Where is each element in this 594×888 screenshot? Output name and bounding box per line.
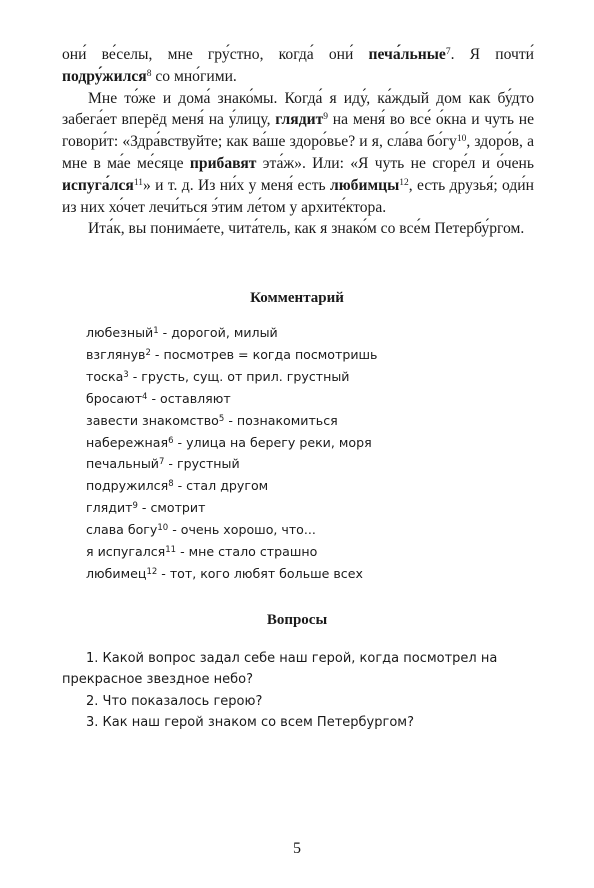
footnote-number: 5 bbox=[218, 413, 225, 424]
text-run: » и т. д. Из ни́х у меня́ есть bbox=[142, 176, 331, 194]
glossed-word: прибавят bbox=[189, 154, 257, 172]
paragraph-2 bbox=[62, 88, 534, 219]
glossed-word: любимцы bbox=[330, 176, 400, 194]
text-run: на меня́ во все́ о́кна и чуть не говори́т: «Здра́вствуйте; как ва́ше здоро́вье? и я, сла́ва бо́гу bbox=[62, 111, 534, 151]
question-item: 1. Какой вопрос задал себе наш герой, когда посмотрел на прекрасное звездное небо? bbox=[62, 651, 498, 688]
footnote-number: 4 bbox=[142, 391, 148, 402]
commentary-heading: Комментарий bbox=[250, 290, 344, 306]
commentary-word: я испугался bbox=[86, 544, 166, 560]
glossed-word: испуга́лся bbox=[62, 176, 134, 194]
commentary-item bbox=[86, 410, 546, 432]
commentary-item bbox=[86, 366, 546, 388]
footnote-number: 12 bbox=[146, 566, 158, 577]
text-run: они́ ве́селы, мне гру́стно, когда́ они́ bbox=[62, 46, 369, 63]
commentary-definition: - грустный bbox=[164, 456, 240, 472]
commentary-word: глядит bbox=[86, 500, 133, 516]
commentary-definition: - грусть, сущ. от прил. грустный bbox=[128, 368, 350, 384]
commentary-definition: - мне стало страшно bbox=[176, 544, 318, 560]
commentary-definition: - познакомиться bbox=[224, 412, 338, 428]
footnote-ref: 12 bbox=[399, 177, 409, 188]
commentary-definition: - тот, кого любят больше всех bbox=[157, 565, 363, 581]
text-run: Ита́к, вы понима́ете, чита́тель, как я знако́м со все́м Петербу́ргом. bbox=[88, 220, 525, 238]
commentary-word: любезный bbox=[86, 325, 154, 340]
commentary-item bbox=[86, 453, 546, 475]
commentary-word: любимец bbox=[86, 565, 147, 581]
commentary-definition: - стал другом bbox=[173, 478, 269, 494]
commentary-item bbox=[86, 497, 546, 519]
footnote-ref: 11 bbox=[133, 177, 143, 188]
page-number: 5 bbox=[293, 840, 301, 857]
commentary-word: набережная bbox=[86, 434, 169, 450]
text-run: . Я почти́ bbox=[450, 46, 534, 63]
footnote-number: 3 bbox=[123, 369, 129, 380]
commentary-definition: - оставляют bbox=[147, 390, 231, 406]
commentary-item bbox=[86, 344, 546, 366]
text-run: Мне то́же и дома́ знако́мы. Когда́ я иду́, ка́ждый дом как бу́дто забега́ет вперёд меня́ на у́лицу, bbox=[62, 89, 534, 129]
questions-heading: Вопросы bbox=[266, 612, 328, 628]
footnote-number: 9 bbox=[132, 501, 138, 512]
footnote-ref: 8 bbox=[146, 68, 152, 79]
commentary-list bbox=[86, 322, 546, 585]
footnote-number: 10 bbox=[157, 523, 169, 534]
commentary-item bbox=[86, 322, 546, 344]
commentary-item bbox=[86, 541, 546, 563]
footnote-number: 6 bbox=[168, 435, 174, 446]
commentary-word: взглянув bbox=[86, 346, 146, 362]
footnote-ref: 9 bbox=[323, 112, 329, 123]
commentary-item bbox=[86, 563, 546, 585]
text-run: , здоро́в, а мне в ма́е ме́сяце bbox=[62, 133, 534, 172]
commentary-definition: - посмотрев = когда посмотришь bbox=[150, 346, 378, 362]
commentary-item bbox=[86, 519, 546, 541]
footnote-number: 1 bbox=[153, 326, 159, 336]
glossed-word: печа́льные bbox=[368, 46, 446, 63]
text-run: , есть друзья́; оди́н из них хо́чет лечи́ться э́тим ле́том у архите́ктора. bbox=[62, 176, 534, 216]
commentary-word: слава богу bbox=[86, 522, 158, 538]
footnote-number: 7 bbox=[158, 457, 165, 468]
footnote-ref: 7 bbox=[445, 47, 451, 57]
commentary-item bbox=[86, 475, 546, 497]
commentary-definition: - дорогой, милый bbox=[158, 325, 278, 340]
footnote-number: 8 bbox=[168, 479, 174, 490]
footnote-ref: 10 bbox=[456, 134, 467, 145]
glossed-word: подру́жился bbox=[62, 67, 147, 85]
glossed-word: глядит bbox=[275, 111, 324, 129]
footnote-number: 2 bbox=[145, 347, 151, 358]
question-item: 3. Как наш герой знаком со всем Петербургом? bbox=[86, 715, 414, 731]
commentary-definition: - очень хорошо, что... bbox=[168, 522, 316, 538]
text-run: эта́ж». Или: «Я чуть не сгоре́л и о́чень bbox=[256, 154, 535, 172]
commentary-word: печальный bbox=[86, 456, 159, 472]
commentary-word: завести знакомство bbox=[86, 412, 219, 428]
commentary-item bbox=[86, 432, 546, 454]
text-run: со мно́гими. bbox=[151, 67, 237, 85]
commentary-item bbox=[86, 388, 546, 410]
paragraph-1 bbox=[62, 44, 534, 88]
commentary-word: бросают bbox=[86, 390, 143, 406]
commentary-word: тоска bbox=[86, 368, 124, 384]
footnote-number: 11 bbox=[165, 545, 177, 556]
commentary-word: подружился bbox=[86, 478, 169, 494]
questions-list bbox=[62, 648, 534, 734]
story-text bbox=[62, 44, 534, 240]
question-item: 2. Что показалось герою? bbox=[86, 693, 263, 709]
commentary-definition: - улица на берегу реки, моря bbox=[173, 434, 372, 450]
commentary-definition: - смотрит bbox=[137, 500, 206, 516]
paragraph-3 bbox=[62, 218, 534, 240]
